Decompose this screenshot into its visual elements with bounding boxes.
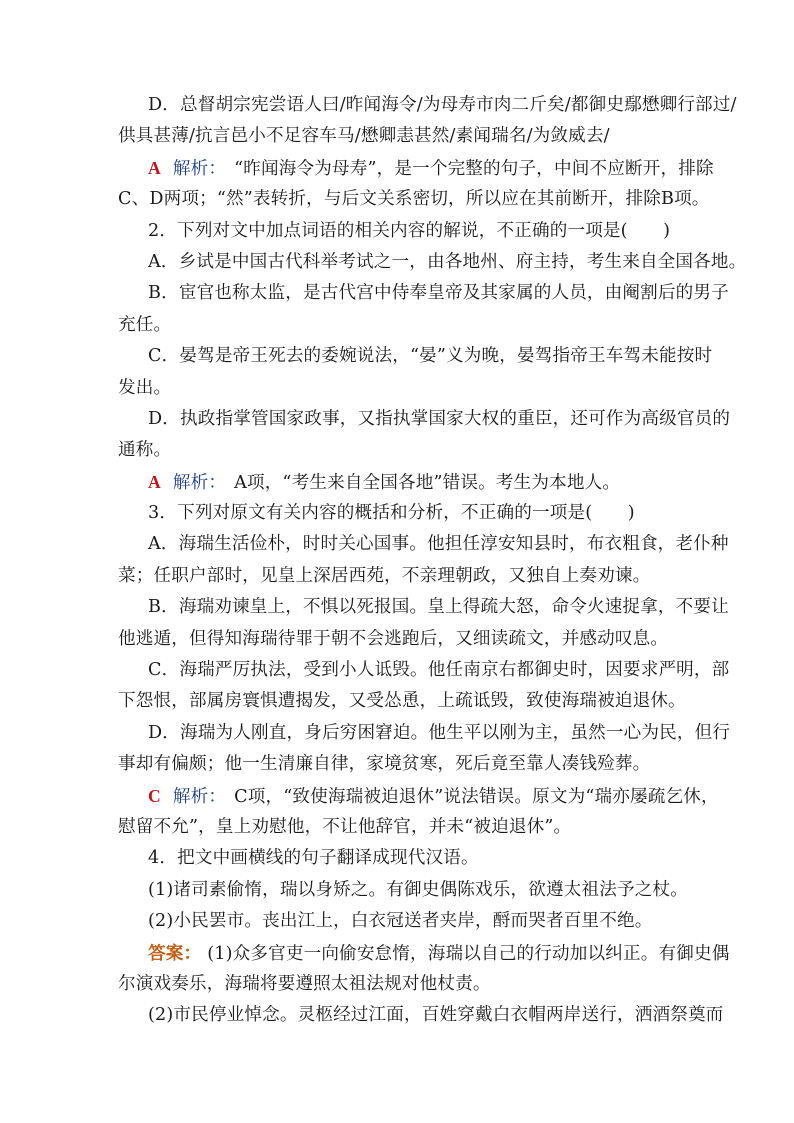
q2-option-d-line-2: 通称。 xyxy=(118,440,172,461)
q4-sentence-1: (1)诸司素偷惰，瑞以身矫之。有御史偶陈戏乐，欲遵太祖法予之杖。 xyxy=(148,879,688,900)
answer-4-line-1 xyxy=(118,938,730,969)
analysis-label: 解析： xyxy=(172,472,227,493)
q3-option-b-line-1: B．海瑞劝谏皇上，不惧以死报国。皇上得疏大怒，命令火速捉拿，不要让 xyxy=(148,597,729,618)
q4-sentence-2: (2)小民罢市。丧出江上，白衣冠送者夹岸，酹而哭者百里不绝。 xyxy=(148,911,653,932)
analysis-2 xyxy=(118,467,678,498)
answer-letter: C xyxy=(148,785,161,806)
answer-4-line-3: (2)市民停业悼念。灵柩经过江面，百姓穿戴白衣帽两岸送行，洒酒祭奠而 xyxy=(148,1005,724,1026)
q3-option-a-line-1: A．海瑞生活俭朴，时时关心国事。他担任淳安知县时，布衣粗食，老仆种 xyxy=(148,534,729,555)
analysis-1-line-2: C、D两项；“然”表转折，与后文关系密切，所以应在其前断开，排除B项。 xyxy=(118,189,710,210)
analysis-label: 解析： xyxy=(172,786,227,807)
analysis-3-line-2: 慰留不允”，皇上劝慰他，不让他辞官，并未“被迫退休”。 xyxy=(118,816,572,837)
analysis-text: “昨闻海令为母寿”，是一个完整的句子，中间不应断开，排除 xyxy=(234,158,714,179)
question-2: 2．下列对文中加点词语的相关内容的解说，不正确的一项是( ) xyxy=(148,220,671,241)
option-d-line-1: D．总督胡宗宪尝语人曰/昨闻海令/为母寿市肉二斤矣/都御史鄢懋卿行部过/ xyxy=(148,95,737,115)
q3-option-a-line-2: 菜；任职户部时，见皇上深居西苑，不亲理朝政，又独自上奏劝谏。 xyxy=(118,565,651,586)
q3-option-c-line-2: 下怨恨，部属房寰惧遭揭发，又受怂恿，上疏诋毁，致使海瑞被迫退休。 xyxy=(118,691,686,712)
document-page xyxy=(118,90,747,1032)
answer-text: (1)众多官吏一向偷安怠惰，海瑞以自己的行动加以纠正。有御史偶 xyxy=(207,943,730,964)
analysis-label: 解析： xyxy=(172,158,227,179)
analysis-3-line-1 xyxy=(118,781,719,812)
answer-letter: A xyxy=(148,471,161,492)
answer-4-line-2: 尔演戏奏乐，海瑞将要遵照太祖法规对他杖责。 xyxy=(118,973,491,994)
question-4: 4．把文中画横线的句子翻译成现代汉语。 xyxy=(148,848,479,869)
q2-option-a: A．乡试是中国古代科举考试之一，由各地州、府主持，考生来自全国各地。 xyxy=(148,251,747,272)
q3-option-d-line-1: D．海瑞为人刚直，身后穷困窘迫。他生平以刚为主，虽然一心为民，但行 xyxy=(148,722,731,743)
q2-option-b-line-1: B．宦官也称太监，是古代宫中侍奉皇帝及其家属的人员，由阉割后的男子 xyxy=(148,283,729,304)
question-3: 3．下列对原文有关内容的概括和分析，不正确的一项是( ) xyxy=(148,503,635,524)
q3-option-c-line-1: C．海瑞严厉执法，受到小人诋毁。他任南京右都御史时，因要求严明，部 xyxy=(148,660,730,681)
analysis-1-line-1 xyxy=(118,153,714,184)
answer-label: 答案： xyxy=(148,942,202,964)
analysis-text: A项，“考生来自全国各地”错误。考生为本地人。 xyxy=(234,472,621,493)
q2-option-d-line-1: D．执政指掌管国家政事，又指执掌国家大权的重臣，还可作为高级官员的 xyxy=(148,408,731,429)
q3-option-d-line-2: 事却有偏颇；他一生清廉自律，家境贫寒，死后竟至靠人凑钱殓葬。 xyxy=(118,754,651,775)
q2-option-c-line-1: C．晏驾是帝王死去的委婉说法，“晏”义为晚，晏驾指帝王车驾未能按时 xyxy=(148,346,713,367)
q2-option-b-line-2: 充任。 xyxy=(118,314,172,335)
answer-letter: A xyxy=(148,157,161,178)
q3-option-b-line-2: 他逃遁，但得知海瑞待罪于朝不会逃跑后，又细读疏文，并感动叹息。 xyxy=(118,628,669,649)
analysis-text: C项，“致使海瑞被迫退休”说法错误。原文为“瑞亦屡疏乞休， xyxy=(234,786,719,807)
option-d-line-2: 供具甚薄/抗言邑小不足容车马/懋卿恚甚然/素闻瑞名/为敛威去/ xyxy=(118,126,610,147)
q2-option-c-line-2: 发出。 xyxy=(118,377,172,398)
